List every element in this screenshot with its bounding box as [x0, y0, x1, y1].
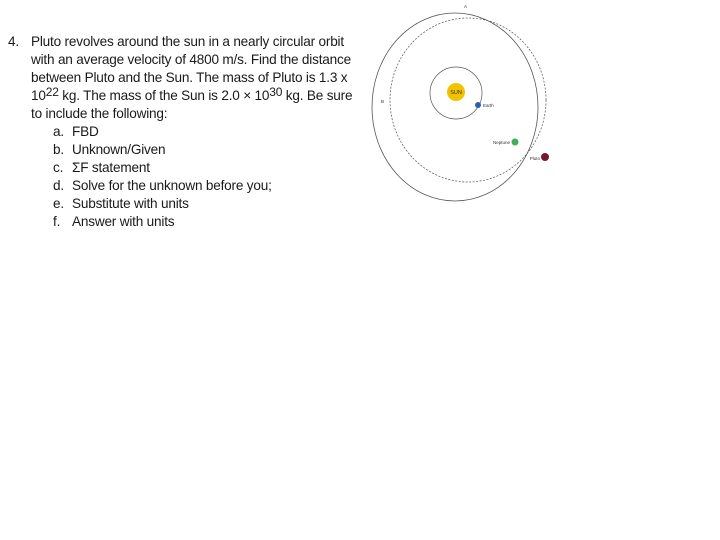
- list-item-letter: e.: [53, 196, 64, 211]
- sun-label: SUN: [450, 90, 462, 96]
- be-sure-text: kg. Be sure: [282, 88, 353, 103]
- pluto-mass-base: 10: [31, 88, 46, 103]
- problem-line: between Pluto and the Sun. The mass of Pluto is 1.3 x: [31, 70, 348, 85]
- problem-line: with an average velocity of 4800 m/s. Find the distance: [31, 52, 351, 67]
- pluto-mass-exponent: 22: [45, 85, 59, 99]
- earth-icon: [475, 102, 481, 108]
- list-item-text: Solve for the unknown before you;: [72, 178, 272, 193]
- list-item-text: Answer with units: [72, 214, 175, 229]
- problem-4: [8, 33, 380, 231]
- list-item-text: FBD: [72, 124, 99, 139]
- left-mark-label: B: [381, 99, 385, 104]
- neptune-icon: [512, 139, 519, 146]
- list-item-text: ΣF statement: [72, 160, 150, 175]
- list-item: [53, 141, 380, 159]
- top-mark-label: A: [464, 4, 468, 9]
- list-item-text: Substitute with units: [72, 196, 189, 211]
- sun-mass-text: kg. The mass of the Sun is 2.0 × 10: [58, 88, 270, 103]
- sun-mass-exponent: 30: [269, 85, 283, 99]
- list-item-letter: b.: [53, 142, 64, 157]
- problem-text: [31, 33, 380, 123]
- problem-line-masses: [31, 87, 380, 105]
- earth-label: Earth: [483, 103, 494, 108]
- list-item: [53, 159, 380, 177]
- list-item: [53, 123, 380, 141]
- list-item: [53, 195, 380, 213]
- list-item-letter: a.: [53, 124, 64, 139]
- list-item: [53, 213, 380, 231]
- list-item-letter: f.: [53, 214, 61, 229]
- solar-system-diagram: [370, 0, 570, 210]
- problem-line: to include the following:: [31, 106, 168, 121]
- problem-number: 4.: [8, 34, 19, 49]
- list-item-text: Unknown/Given: [72, 142, 166, 157]
- outer-orbit: [372, 13, 538, 201]
- neptune-label: Neptune: [492, 140, 510, 145]
- requirements-list: [53, 123, 380, 231]
- list-item-letter: c.: [53, 160, 64, 175]
- pluto-icon: [541, 153, 549, 161]
- problem-line: Pluto revolves around the sun in a nearly circular orbit: [31, 34, 344, 49]
- pluto-label: Pluto: [529, 156, 540, 161]
- list-item: [53, 177, 380, 195]
- list-item-letter: d.: [53, 178, 64, 193]
- neptune-orbit: [390, 18, 546, 182]
